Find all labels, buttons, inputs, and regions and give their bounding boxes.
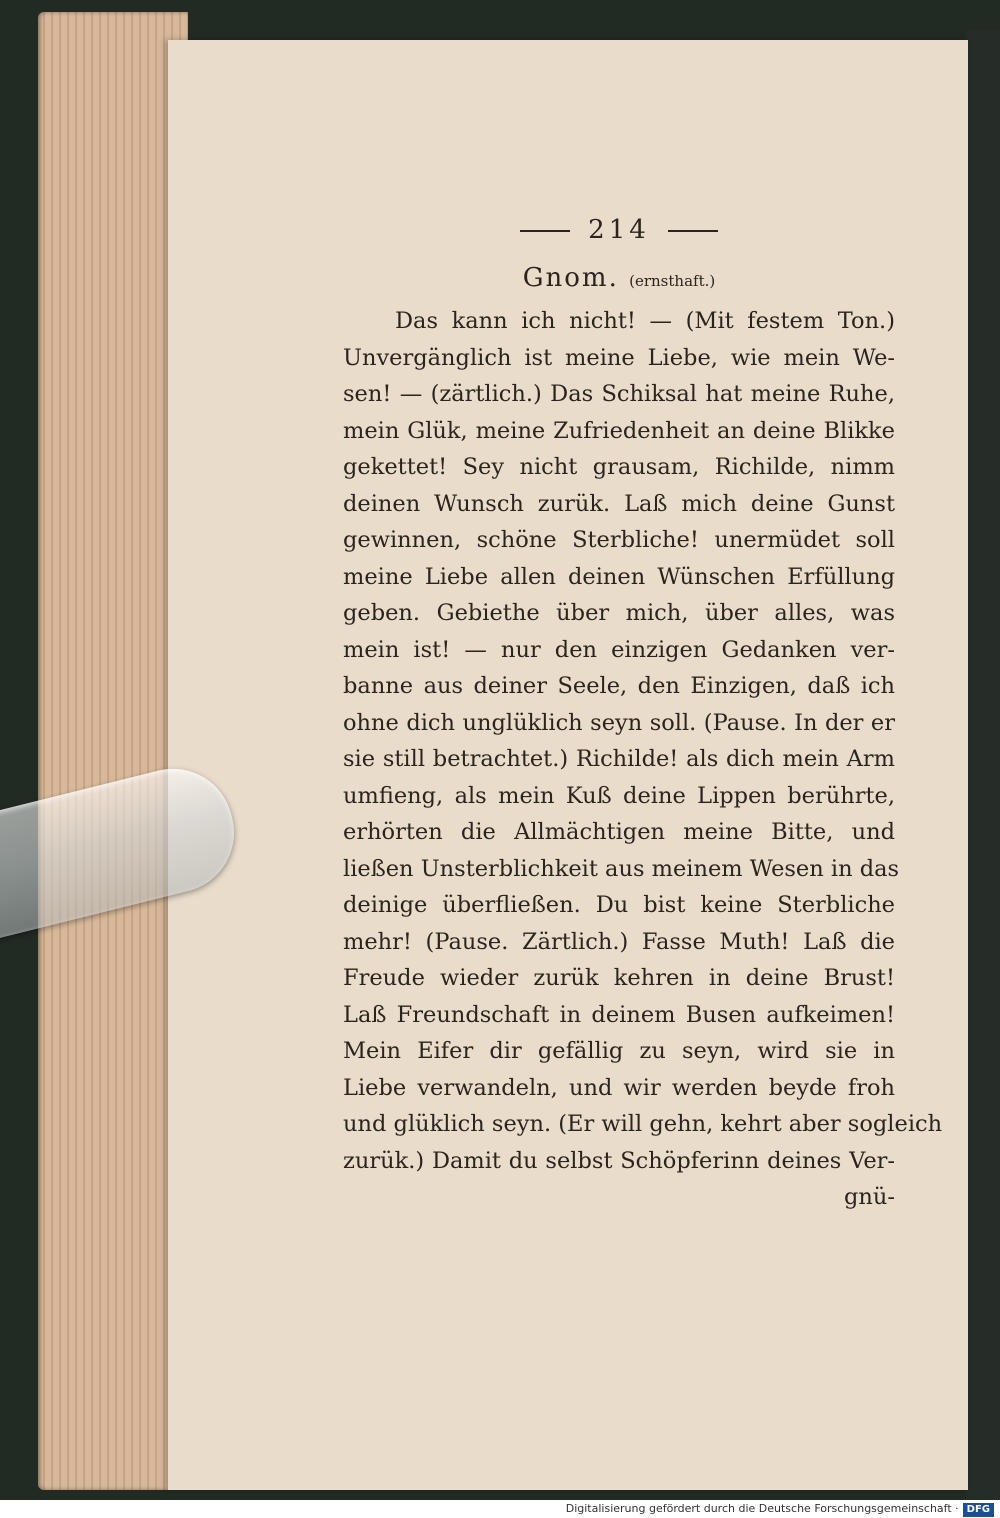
catchword: gnü- [844, 1184, 895, 1210]
text-line: umfieng, als mein Kuß deine Lippen berührte, [343, 782, 895, 809]
text-line: Das kann ich nicht! — (Mit festem Ton.) [395, 308, 895, 334]
text-line: mein ist! — nur den einzigen Gedanken ver- [343, 636, 895, 663]
text-line: Unvergänglich ist meine Liebe, wie mein We- [343, 344, 895, 371]
text-line: deinige überfließen. Du bist keine Sterbliche [343, 892, 895, 918]
text-line: ohne dich unglüklich seyn soll. (Pause. In der er [343, 709, 895, 736]
page-header [343, 215, 895, 245]
text-line: Mein Eifer dir gefällig zu seyn, wird sie in [343, 1038, 895, 1064]
header-rule-right [668, 230, 718, 232]
text-line: mein Glük, meine Zufriedenheit an deine Blikke [343, 417, 895, 444]
footer-credit: Digitalisierung gefördert durch die Deutsche Forschungsgemeinschaft · [565, 1502, 959, 1515]
header-rule-left [520, 230, 570, 232]
text-line: Laß Freundschaft in deinem Busen aufkeimen! [343, 1001, 895, 1028]
dfg-logo: DFG [963, 1503, 994, 1517]
text-line: mehr! (Pause. Zärtlich.) Fasse Muth! Laß die [343, 928, 895, 955]
speaker-heading [343, 263, 895, 293]
text-line: erhörten die Allmächtigen meine Bitte, und [343, 819, 895, 845]
text-line: meine Liebe allen deinen Wünschen Erfüllung [343, 563, 895, 590]
page-number: 214 [588, 215, 650, 245]
text-line: sie still betrachtet.) Richilde! als dich mein Arm [343, 746, 895, 772]
speaker-direction: (ernsthaft.) [629, 272, 716, 290]
page-edges [38, 12, 188, 1490]
book-cover-edge [966, 30, 1000, 1500]
text-line: zurük.) Damit du selbst Schöpferinn deines Ver- [343, 1147, 895, 1174]
page-text-block [343, 215, 943, 1215]
text-line: gekettet! Sey nicht grausam, Richilde, nimm [343, 454, 895, 480]
text-line: gewinnen, schöne Sterbliche! unermüdet soll [343, 527, 895, 553]
text-line: geben. Gebiethe über mich, über alles, was [343, 600, 895, 626]
text-line: sen! — (zärtlich.) Das Schiksal hat meine Ruhe, [343, 381, 895, 407]
text-line: Freude wieder zurük kehren in deine Brust! [343, 965, 895, 991]
text-line: und glüklich seyn. (Er will gehn, kehrt aber sogleich [343, 1111, 943, 1137]
speaker-name: Gnom. [522, 263, 619, 293]
text-line: deinen Wunsch zurük. Laß mich deine Gunst [343, 490, 895, 517]
text-line: banne aus deiner Seele, den Einzigen, daß ich [343, 673, 895, 699]
body-text [343, 303, 943, 1179]
digitization-footer [0, 1500, 1000, 1518]
text-line: Liebe verwandeln, und wir werden beyde froh [343, 1074, 895, 1101]
text-line: ließen Unsterblichkeit aus meinem Wesen in das [343, 855, 900, 882]
